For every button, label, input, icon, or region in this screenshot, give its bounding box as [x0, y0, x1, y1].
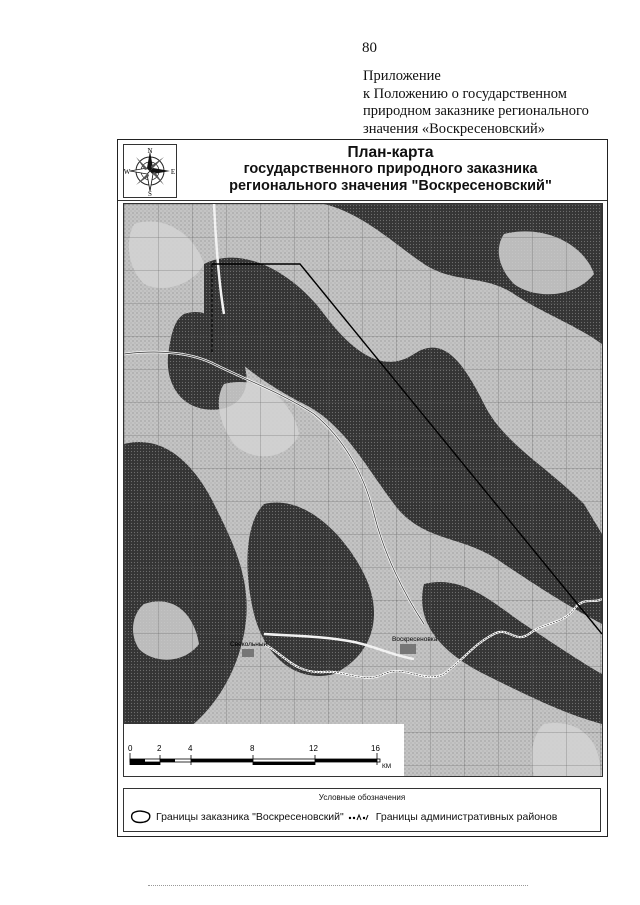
map-header: [118, 140, 607, 201]
reserve-boundary-icon: [130, 809, 152, 825]
legend-title: Условные обозначения: [318, 793, 406, 802]
compass-east-label: E: [170, 168, 176, 176]
map-title: [178, 144, 603, 195]
scale-tick-label: 8: [250, 744, 255, 753]
scale-tick-label: 0: [128, 744, 133, 753]
settlement-marker: [242, 649, 254, 657]
place-label: Свекольный: [230, 641, 268, 648]
compass-north-label: N: [147, 147, 153, 155]
admin-boundary-icon: [348, 812, 370, 822]
place-label: Воскресеновка: [392, 636, 438, 643]
map-legend: [123, 788, 601, 832]
legend-row: [130, 809, 557, 825]
compass-south-label: S: [148, 190, 152, 197]
map-title-line: План-карта: [347, 144, 434, 161]
legend-reserve-label: Границы заказника "Воскресеновский": [156, 811, 344, 823]
appendix-line: Приложение: [363, 68, 441, 84]
appendix-line: к Положению о государственном: [363, 85, 567, 102]
scale-tick-label: 12: [309, 744, 318, 753]
appendix-line: значения «Воскресеновский»: [363, 120, 546, 137]
scale-tick-label: 2: [157, 744, 162, 753]
page-number: 80: [362, 40, 377, 56]
scale-unit-label: КМ: [382, 763, 392, 770]
scale-bar: [124, 724, 404, 776]
settlement-marker: [400, 644, 416, 654]
map-frame: [117, 139, 608, 837]
legend-admin-label: Границы административных районов: [375, 811, 558, 823]
scale-tick-label: 4: [188, 744, 193, 753]
scale-tick-label: 16: [371, 744, 380, 753]
appendix-note: [363, 68, 589, 138]
compass-rose-icon: [123, 144, 177, 198]
map-title-line: регионального значения "Воскресеновский": [229, 178, 552, 194]
map-title-line: государственного природного заказника: [243, 161, 538, 177]
compass-west-label: W: [124, 168, 131, 176]
page-bottom-rule: [148, 885, 528, 886]
appendix-line: природном заказнике регионального: [363, 103, 589, 119]
topographic-map: [123, 203, 603, 777]
